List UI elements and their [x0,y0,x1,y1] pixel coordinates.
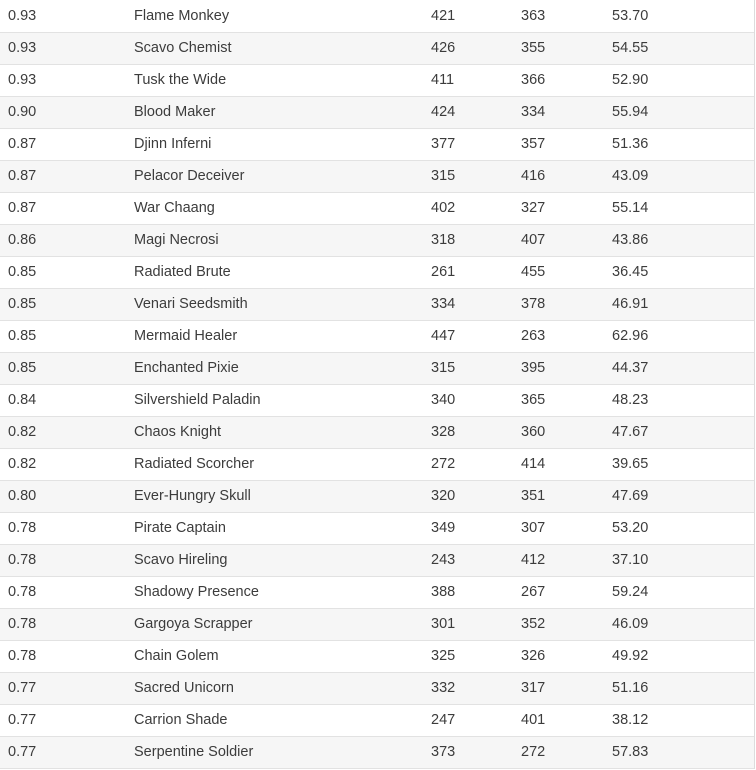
losses-cell: 365 [521,392,546,408]
table-row [0,161,754,193]
table-row [0,673,754,705]
score-cell: 0.87 [8,136,37,152]
card-name-cell: Sacred Unicorn [134,680,234,696]
wins-cell: 325 [431,648,456,664]
score-cell: 0.78 [8,616,37,632]
table-row [0,321,754,353]
card-name-cell: Ever-Hungry Skull [134,488,251,504]
score-cell: 0.82 [8,424,37,440]
card-name-cell: Scavo Chemist [134,40,232,56]
table-row [0,417,754,449]
losses-cell: 351 [521,488,546,504]
score-cell: 0.85 [8,328,37,344]
table-row [0,0,754,33]
card-name-cell: Shadowy Presence [134,584,259,600]
score-cell: 0.78 [8,648,37,664]
score-cell: 0.77 [8,680,37,696]
losses-cell: 263 [521,328,546,344]
table-row [0,577,754,609]
wins-cell: 261 [431,264,456,280]
losses-cell: 357 [521,136,546,152]
percent-cell: 55.94 [612,104,649,120]
table-row [0,33,754,65]
losses-cell: 363 [521,8,546,24]
percent-cell: 55.14 [612,200,649,216]
percent-cell: 46.09 [612,616,649,632]
losses-cell: 407 [521,232,546,248]
percent-cell: 53.70 [612,8,649,24]
percent-cell: 49.92 [612,648,649,664]
card-name-cell: Enchanted Pixie [134,360,239,376]
table-row [0,257,754,289]
table-row [0,545,754,577]
losses-cell: 355 [521,40,546,56]
score-cell: 0.78 [8,552,37,568]
score-cell: 0.78 [8,584,37,600]
card-name-cell: Djinn Inferni [134,136,212,152]
losses-cell: 326 [521,648,546,664]
percent-cell: 43.86 [612,232,649,248]
table-row [0,353,754,385]
score-cell: 0.85 [8,360,37,376]
losses-cell: 378 [521,296,546,312]
card-name-cell: Scavo Hireling [134,552,228,568]
percent-cell: 39.65 [612,456,649,472]
wins-cell: 272 [431,456,456,472]
score-cell: 0.84 [8,392,37,408]
percent-cell: 44.37 [612,360,649,376]
wins-cell: 377 [431,136,456,152]
losses-cell: 412 [521,552,546,568]
losses-cell: 334 [521,104,546,120]
card-name-cell: War Chaang [134,200,215,216]
wins-cell: 447 [431,328,456,344]
wins-cell: 243 [431,552,456,568]
table-row [0,225,754,257]
score-cell: 0.90 [8,104,37,120]
wins-cell: 318 [431,232,456,248]
losses-cell: 272 [521,744,546,760]
score-cell: 0.87 [8,200,37,216]
losses-cell: 366 [521,72,546,88]
score-cell: 0.93 [8,72,37,88]
score-cell: 0.93 [8,40,37,56]
wins-cell: 315 [431,168,456,184]
wins-cell: 411 [431,72,455,88]
percent-cell: 51.36 [612,136,649,152]
table-row [0,513,754,545]
card-name-cell: Chaos Knight [134,424,222,440]
table-row [0,737,754,769]
wins-cell: 388 [431,584,456,600]
percent-cell: 37.10 [612,552,649,568]
percent-cell: 38.12 [612,712,649,728]
score-cell: 0.77 [8,744,37,760]
losses-cell: 317 [521,680,546,696]
card-name-cell: Flame Monkey [134,8,230,24]
score-cell: 0.93 [8,8,37,24]
percent-cell: 46.91 [612,296,649,312]
percent-cell: 47.69 [612,488,649,504]
wins-cell: 301 [431,616,456,632]
losses-cell: 327 [521,200,546,216]
card-name-cell: Blood Maker [134,104,216,120]
table-row [0,65,754,97]
percent-cell: 47.67 [612,424,649,440]
losses-cell: 395 [521,360,546,376]
score-cell: 0.85 [8,296,37,312]
percent-cell: 52.90 [612,72,649,88]
score-cell: 0.78 [8,520,37,536]
percent-cell: 36.45 [612,264,649,280]
table-row [0,641,754,673]
table-row [0,193,754,225]
card-name-cell: Radiated Scorcher [134,456,255,472]
wins-cell: 334 [431,296,456,312]
percent-cell: 43.09 [612,168,649,184]
card-name-cell: Serpentine Soldier [134,744,254,760]
table-row [0,481,754,513]
losses-cell: 455 [521,264,546,280]
losses-cell: 352 [521,616,546,632]
losses-cell: 267 [521,584,546,600]
wins-cell: 373 [431,744,456,760]
percent-cell: 51.16 [612,680,649,696]
card-name-cell: Silvershield Paladin [134,392,261,408]
table-row [0,97,754,129]
card-name-cell: Pelacor Deceiver [134,168,245,184]
card-name-cell: Tusk the Wide [134,72,227,88]
table-row [0,705,754,737]
wins-cell: 320 [431,488,456,504]
wins-cell: 247 [431,712,456,728]
percent-cell: 54.55 [612,40,649,56]
percent-cell: 48.23 [612,392,649,408]
losses-cell: 307 [521,520,546,536]
card-name-cell: Carrion Shade [134,712,228,728]
losses-cell: 401 [521,712,546,728]
percent-cell: 53.20 [612,520,649,536]
percent-cell: 57.83 [612,744,649,760]
table-row [0,129,754,161]
wins-cell: 340 [431,392,456,408]
card-name-cell: Pirate Captain [134,520,226,536]
wins-cell: 426 [431,40,456,56]
wins-cell: 402 [431,200,456,216]
table-row [0,449,754,481]
card-name-cell: Gargoya Scrapper [134,616,253,632]
wins-cell: 424 [431,104,456,120]
losses-cell: 414 [521,456,546,472]
percent-cell: 59.24 [612,584,649,600]
wins-cell: 315 [431,360,456,376]
score-cell: 0.82 [8,456,37,472]
score-cell: 0.86 [8,232,37,248]
score-cell: 0.85 [8,264,37,280]
losses-cell: 360 [521,424,546,440]
wins-cell: 328 [431,424,456,440]
score-cell: 0.87 [8,168,37,184]
table-row [0,289,754,321]
table-row [0,385,754,417]
percent-cell: 62.96 [612,328,649,344]
table-row [0,609,754,641]
score-cell: 0.77 [8,712,37,728]
losses-cell: 416 [521,168,546,184]
score-cell: 0.80 [8,488,37,504]
card-name-cell: Magi Necrosi [134,232,219,248]
card-name-cell: Chain Golem [134,648,219,664]
card-name-cell: Venari Seedsmith [134,296,248,312]
card-name-cell: Mermaid Healer [134,328,238,344]
card-name-cell: Radiated Brute [134,264,231,280]
wins-cell: 349 [431,520,456,536]
wins-cell: 421 [431,8,456,24]
wins-cell: 332 [431,680,456,696]
